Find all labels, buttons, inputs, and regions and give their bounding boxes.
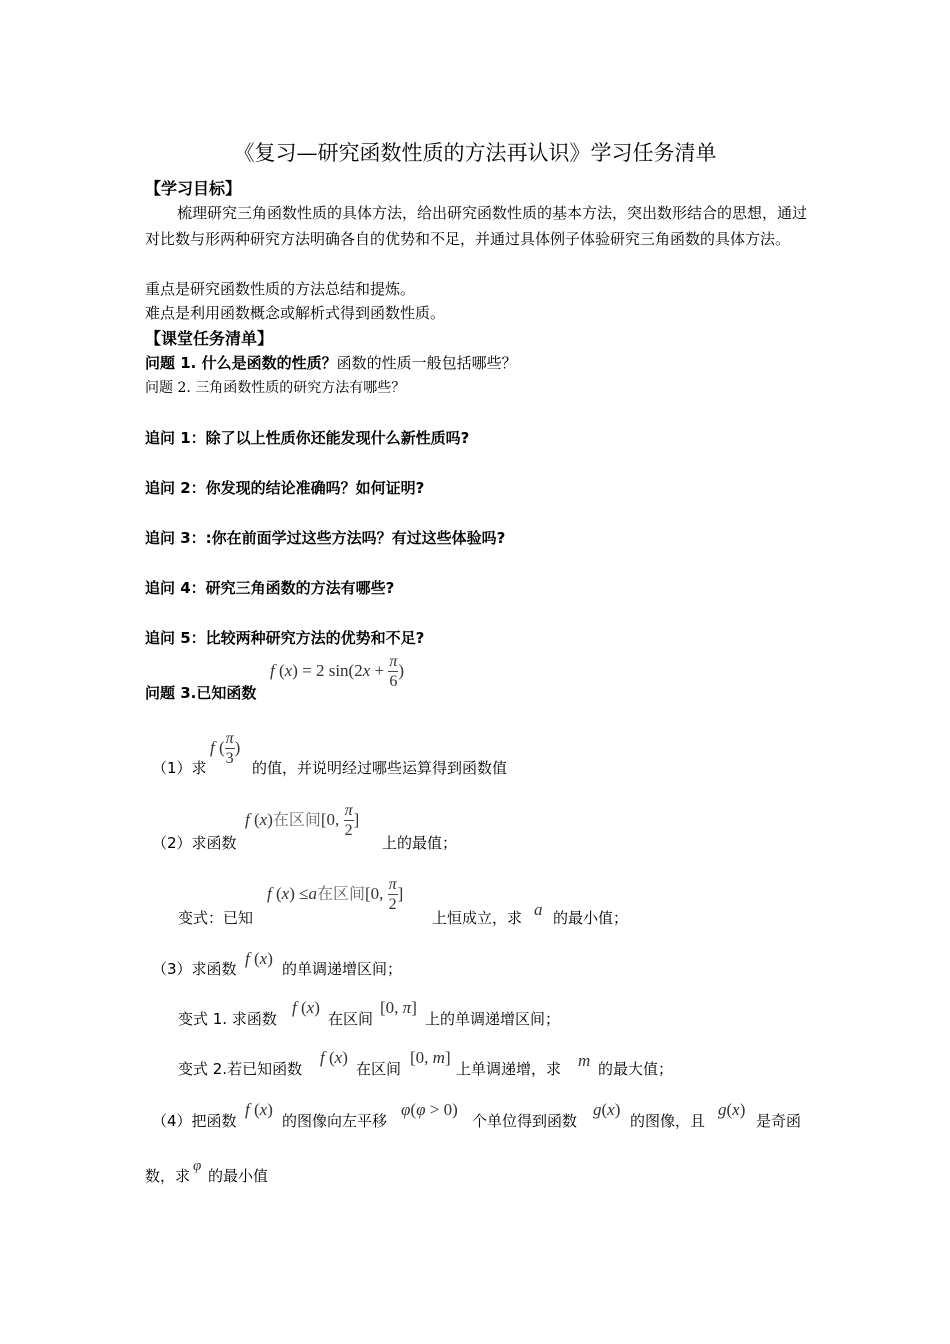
- f-x-4: f (x): [245, 1100, 273, 1119]
- variant-1-text-c: 上的单调递增区间；: [425, 1010, 561, 1028]
- var-m: m: [578, 1051, 591, 1070]
- question-2: 问题 2. 三角函数性质的研究方法有哪些？: [145, 380, 406, 396]
- part-1-text-a: （1）求: [152, 759, 207, 777]
- question-1-bold: 问题 1. 什么是函数的性质？: [145, 354, 337, 372]
- followup-5: 追问 5：比较两种研究方法的优势和不足?: [145, 629, 425, 647]
- variant-1-text-a: 变式 1. 求函数: [178, 1010, 277, 1028]
- followup-1: 追问 1：除了以上性质你还能发现什么新性质吗?: [145, 429, 470, 447]
- variant-1-text-b: 在区间: [328, 1010, 374, 1028]
- interval-0-m: [0, m]: [410, 1048, 451, 1067]
- variant-text-c: 的最小值；: [553, 909, 629, 927]
- part-4-text-e: 是奇函: [756, 1112, 802, 1130]
- key-point: 重点是研究函数性质的方法总结和提炼。: [145, 280, 416, 298]
- part-4-text-d: 的图像，且: [630, 1112, 706, 1130]
- part-2-text-b: 上的最值；: [382, 834, 458, 852]
- f-pi-over-3: f ( $\frac{\pi}{3}$ ): [210, 730, 241, 767]
- question-1-rest: 函数的性质一般包括哪些？: [336, 354, 517, 372]
- question-3-label: 问题 3.已知函数: [145, 684, 257, 702]
- part-4-text-b: 的图像向左平移: [282, 1112, 388, 1130]
- f-x-3: f (x): [245, 949, 273, 968]
- question-1: [145, 352, 517, 373]
- variant-2-text-b: 在区间: [356, 1060, 402, 1078]
- variant-text-a: 变式：已知: [178, 909, 254, 927]
- goals-paragraph: 梳理研究三角函数性质的具体方法，给出研究函数性质的基本方法，突出数形结合的思想，通过对比数与形两种研究方法明确各自的优势和不足，并通过具体例子体验研究三角函数的具体方法。: [145, 204, 808, 248]
- phi-symbol: φ: [193, 1158, 202, 1174]
- part-1-text-b: 的值，并说明经过哪些运算得到函数值: [252, 759, 508, 777]
- part-2-text-a: （2）求函数: [152, 834, 237, 852]
- phi-positive: φ(φ > 0): [401, 1100, 458, 1119]
- variant-2-text-c: 上单调递增，求: [456, 1060, 562, 1078]
- g-x-1: g(x): [593, 1100, 621, 1119]
- f-le-a-interval: f (x) ≤a在区间[0, $\frac{\pi}{2}$ ]: [267, 876, 404, 913]
- var-a: a: [534, 900, 543, 919]
- g-x-2: g(x): [718, 1100, 746, 1119]
- followup-3: 追问 3：:你在前面学过这些方法吗？有过这些体验吗?: [145, 529, 506, 547]
- part-4-text-g: 的最小值: [208, 1167, 269, 1185]
- part-4-text-c: 个单位得到函数: [472, 1112, 578, 1130]
- f-x-v2: f (x): [320, 1048, 348, 1067]
- followup-4: 追问 4：研究三角函数的方法有哪些?: [145, 579, 395, 597]
- variant-2-text-d: 的最大值；: [598, 1060, 674, 1078]
- variant-text-b: 上恒成立，求: [432, 909, 523, 927]
- part-4-text-f: 数，求: [145, 1167, 191, 1185]
- f-interval-0-pi-2: f (x)在区间[0, $\frac{\pi}{2}$ ]: [245, 802, 360, 839]
- difficulty: 难点是利用函数概念或解析式得到函数性质。: [145, 304, 446, 322]
- goals-heading: 【学习目标】: [145, 179, 242, 198]
- f-x-v1: f (x): [292, 998, 320, 1017]
- interval-0-pi: [0, π]: [380, 998, 417, 1017]
- variant-2-text-a: 变式 2.若已知函数: [178, 1060, 303, 1078]
- part-4-text-a: （4）把函数: [152, 1112, 237, 1130]
- page-title: 《复习—研究函数性质的方法再认识》学习任务清单: [233, 141, 717, 165]
- part-3-text-b: 的单调递增区间；: [282, 960, 403, 978]
- part-3-text-a: （3）求函数: [152, 960, 237, 978]
- function-formula: f (x) = 2 sin(2x + $\frac{\pi}{6}$ ): [270, 653, 405, 690]
- tasks-heading: 【课堂任务清单】: [145, 329, 274, 348]
- followup-2: 追问 2：你发现的结论准确吗？如何证明?: [145, 479, 425, 497]
